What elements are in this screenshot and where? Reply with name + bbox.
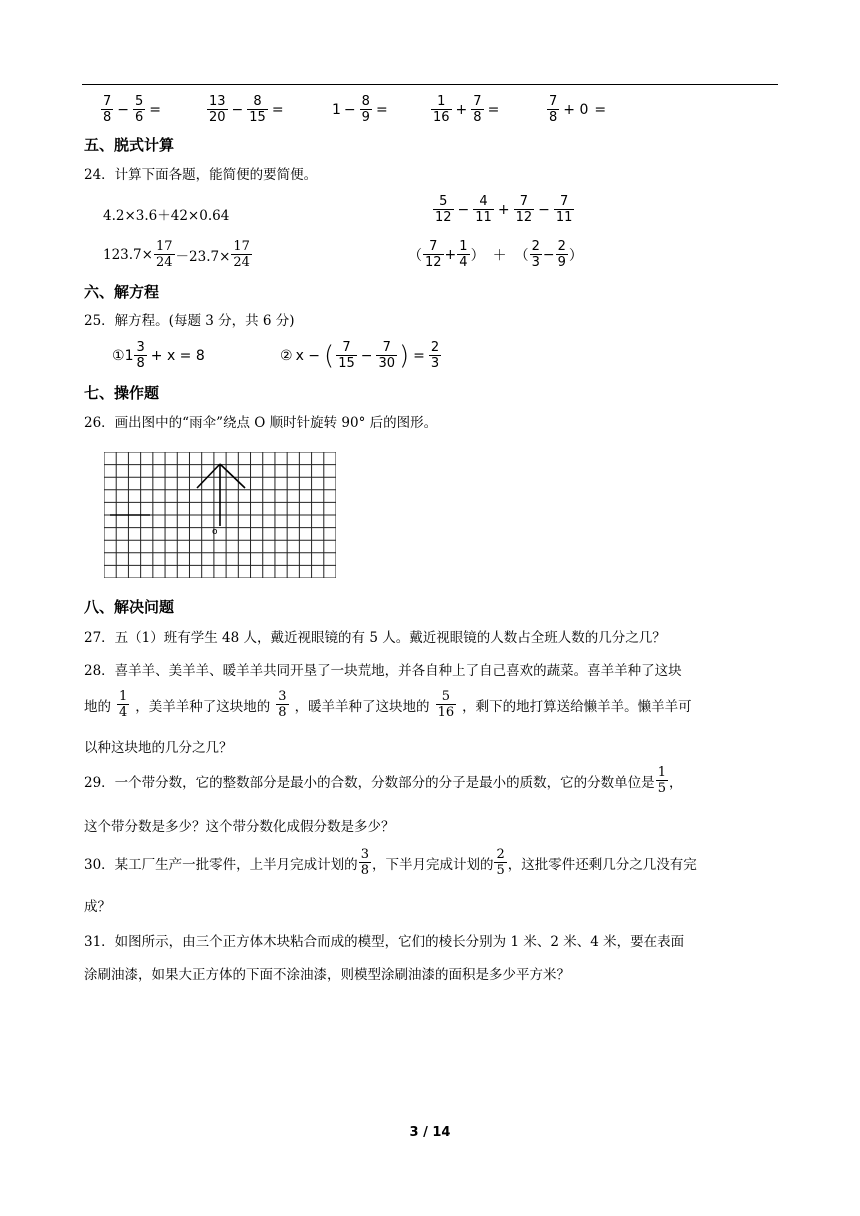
expr-4: （ $\frac{7}{12}$ + $\frac{1}{4}$ ） ＋ （ $\frac{2}{3}$ − $\frac{2}{9}$ ） <box>408 239 583 270</box>
section-title-7: 七、操作题 <box>84 384 160 402</box>
exercise-5: $\frac{7}{8}$ + 0 = <box>549 94 607 125</box>
expr-1: 4.2×3.6＋42×0.64 <box>103 208 230 224</box>
page-number: 3 / 14 <box>409 1125 451 1140</box>
question-26: 26．画出图中的“雨伞”绕点 O 顺时针旋转 90° 后的图形。 <box>84 415 438 431</box>
exercise-2: $\frac{13}{20}$ − $\frac{8}{15}$ = <box>209 94 284 125</box>
question-28-line1: 28．喜羊羊、美羊羊、暖羊羊共同开垦了一块荒地，并各自种上了自己喜欢的蔬菜。喜羊羊种了这块 <box>84 663 682 679</box>
question-30-line2: 成？ <box>84 899 111 915</box>
exercise-3: 1 − $\frac{8}{9}$ = <box>332 94 388 125</box>
expr-3: 123.7× $\frac{17}{24}$ －23.7× $\frac{17}{24}$ <box>103 239 250 270</box>
section-title-6: 六、解方程 <box>84 283 160 301</box>
question-28-line3: 以种这块地的几分之几？ <box>84 740 233 756</box>
exercise-4: $\frac{1}{16}$ + $\frac{7}{8}$ = <box>433 94 500 125</box>
question-27: 27．五（1）班有学生 48 人，戴近视眼镜的有 5 人。戴近视眼镜的人数占全班人数的几分之几？ <box>84 630 666 646</box>
exercise-1: $\frac{7}{8}$ − $\frac{5}{6}$ = <box>103 94 162 125</box>
section-title-5: 五、脱式计算 <box>84 136 175 154</box>
question-29-line1: 29．一个带分数，它的整数部分是最小的合数，分数部分的分子是最小的质数，它的分数单位是 $\frac{1}{5}$ ， <box>84 765 683 796</box>
question-30-line1: 30．某工厂生产一批零件，上半月完成计划的 $\frac{3}{8}$ ，下半月完成计划的 $\frac{2}{5}$ ，这批零件还剩几分之几没有完 <box>84 847 697 878</box>
question-31-line2: 涂刷油漆，如果大正方体的下面不涂油漆，则模型涂刷油漆的面积是多少平方米？ <box>84 967 570 983</box>
expr-2: $\frac{5}{12}$ − $\frac{4}{11}$ + $\frac{7}{12}$ − $\frac{7}{11}$ <box>435 194 573 225</box>
header-rule <box>82 84 778 85</box>
point-o-label: o <box>212 527 218 537</box>
question-29-line2: 这个带分数是多少？这个带分数化成假分数是多少？ <box>84 819 395 835</box>
question-25: 25．解方程。(每题 3 分，共 6 分) <box>84 313 295 329</box>
question-31-line1: 31．如图所示，由三个正方体木块粘合而成的模型，它们的棱长分别为 1 米、2 米、4 米，要在表面 <box>84 934 685 950</box>
question-24: 24．计算下面各题，能简便的要简便。 <box>84 167 318 183</box>
umbrella-grid <box>104 452 336 578</box>
equation-2: ② x − ( $\frac{7}{15}$ − $\frac{7}{30}$ ) = $\frac{2}{3}$ <box>280 340 440 371</box>
question-28-line2: 地的 $\frac{1}{4}$ ，美羊羊种了这块地的 $\frac{3}{8}$ ，暖羊羊种了这块地的 $\frac{5}{16}$ ，剩下的地打算送给懒羊羊。懒羊羊可 <box>84 689 692 720</box>
section-title-8: 八、解决问题 <box>84 598 175 616</box>
equation-1: ① 1 $\frac{3}{8}$ + x = 8 <box>112 340 205 371</box>
